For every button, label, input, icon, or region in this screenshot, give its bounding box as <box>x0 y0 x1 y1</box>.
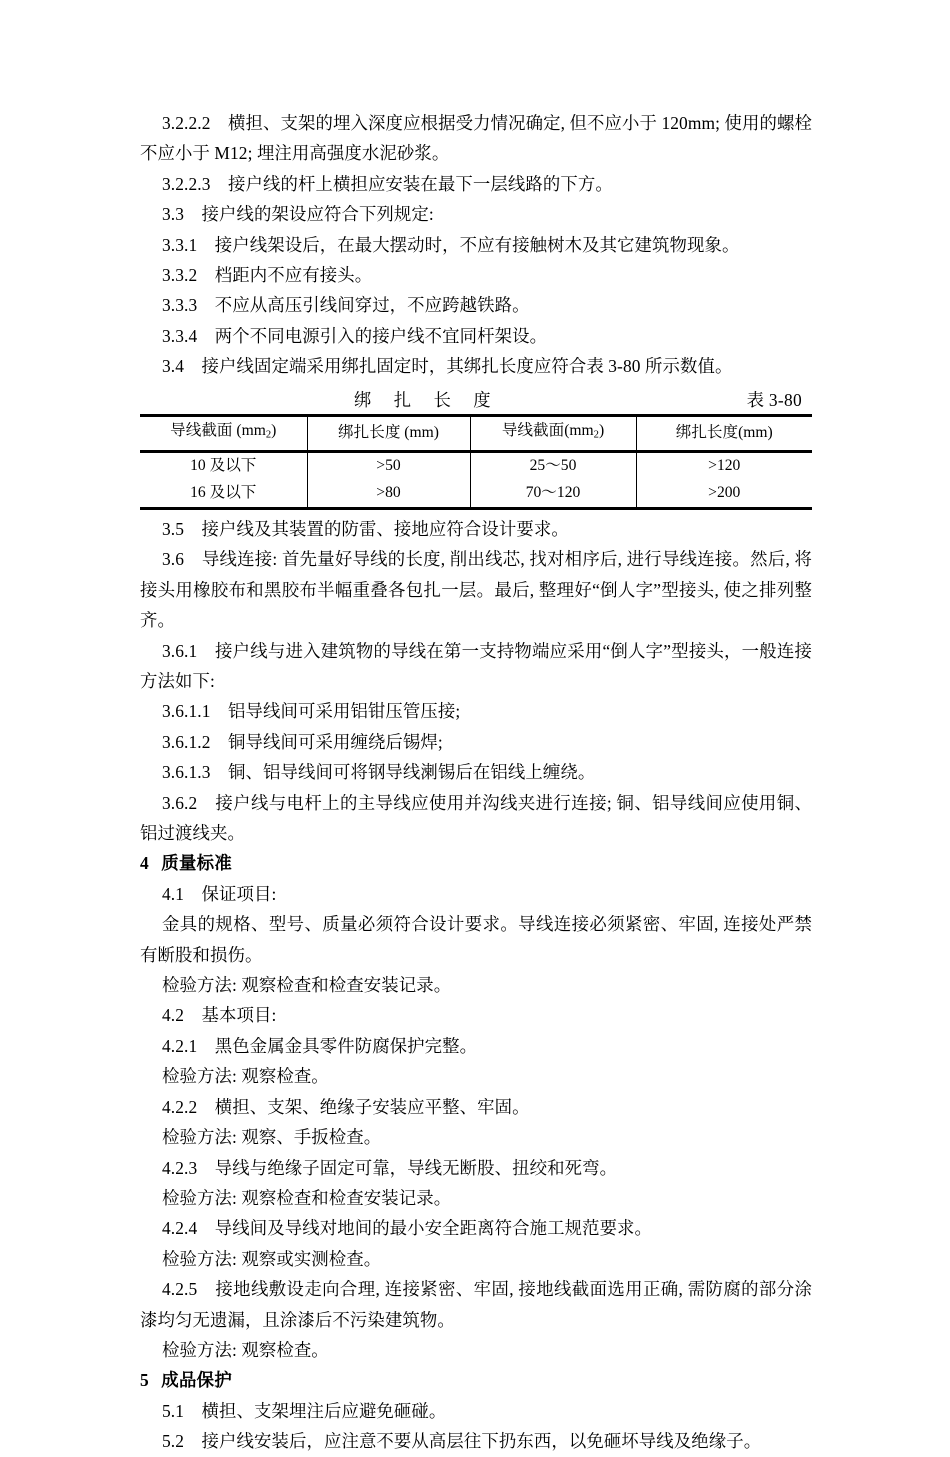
paragraph-5-1: 5.1 横担、支架埋注后应避免砸碰。 <box>162 1400 447 1421</box>
table-cell: 16 及以下 <box>140 480 307 509</box>
paragraph-3-6: 3.6 导线连接: 首先量好导线的长度, 削出线芯, 找对相序后, 进行导线连接。然后, 将接头用橡胶布和黑胶布半幅重叠各包扎一层。最后, 整理好“倒人字”型接头, 使之排列整齐。 <box>140 549 812 631</box>
paragraph-4-2-3: 4.2.3 导线与绝缘子固定可靠，导线无断股、扭绞和死弯。 <box>162 1157 618 1178</box>
paragraph-3-2-2-3: 3.2.2.3 接户线的杆上横担应安装在最下一层线路的下方。 <box>162 173 613 194</box>
paragraph-4-2-3-method: 检验方法: 观察检查和检查安装记录。 <box>162 1187 452 1208</box>
section-title-4: 质量标准 <box>161 853 233 874</box>
paragraph-4-1-method: 检验方法: 观察检查和检查安装记录。 <box>162 975 452 996</box>
table-header-cell-4: 绑扎长度(mm) <box>636 415 812 451</box>
paragraph-3-4: 3.4 接户线固定端采用绑扎固定时，其绑扎长度应符合表 3-80 所示数值。 <box>162 356 733 377</box>
table-cell: >120 <box>708 456 741 474</box>
document-body <box>140 108 812 1457</box>
table-cell: 25～50 <box>470 451 636 480</box>
table-header-cell-1: 导线截面 $(mm_2)$ <box>140 415 307 451</box>
paragraph-4-2-1: 4.2.1 黑色金属金具零件防腐保护完整。 <box>162 1035 478 1056</box>
paragraph-4-2: 4.2 基本项目: <box>162 1005 277 1026</box>
paragraph-3-3-4: 3.3.4 两个不同电源引入的接户线不宜同杆架设。 <box>162 325 548 346</box>
paragraph-3-6-2: 3.6.2 接户线与电杆上的主导线应使用并沟线夹进行连接; 铜、铝导线间应使用铜、铝过渡线夹。 <box>140 792 812 844</box>
paragraph-3-6-1: 3.6.1 接户线与进入建筑物的导线在第一支持物端应采用“倒人字”型接头，一般连接方法如下: <box>140 640 812 692</box>
paragraph-3-3: 3.3 接户线的架设应符合下列规定: <box>162 204 434 225</box>
table-cell: 70～120 <box>470 480 636 509</box>
paragraph-3-3-3: 3.3.3 不应从高压引线间穿过，不应跨越铁路。 <box>162 295 530 316</box>
table-cell: >80 <box>307 480 470 509</box>
section-number-5: 5 <box>140 1370 150 1391</box>
paragraph-4-2-4-method: 检验方法: 观察或实测检查。 <box>162 1248 382 1269</box>
paragraph-3-6-1-1: 3.6.1.1 铝导线间可采用铝钳压管压接; <box>162 701 461 722</box>
table-cell: 10 及以下 <box>140 451 307 480</box>
table-cell: >50 <box>307 451 470 480</box>
section-number-4: 4 <box>140 853 150 874</box>
section-heading-4 <box>140 848 812 878</box>
paragraph-5-2: 5.2 接户线安装后，应注意不要从高层往下扔东西，以免砸坏导线及绝缘子。 <box>162 1431 762 1452</box>
table-caption <box>140 388 812 414</box>
paragraph-3-2-2-2: 3.2.2.2 横担、支架的埋入深度应根据受力情况确定, 但不应小于 120mm; 使用的螺栓不应小于 M12; 埋注用高强度水泥砂浆。 <box>140 113 812 164</box>
paragraph-4-2-4: 4.2.4 导线间及导线对地间的最小安全距离符合施工规范要求。 <box>162 1218 653 1239</box>
paragraph-4-2-2: 4.2.2 横担、支架、绝缘子安装应平整、牢固。 <box>162 1096 530 1117</box>
table-header-cell-2: 绑扎长度 (mm) <box>307 415 470 451</box>
table-number: 表 3-80 <box>746 389 802 410</box>
paragraph-3-3-1: 3.3.1 接户线架设后，在最大摆动时，不应有接触树木及其它建筑物现象。 <box>162 234 740 255</box>
paragraph-3-3-2: 3.3.2 档距内不应有接头。 <box>162 265 373 286</box>
section-heading-5 <box>140 1365 812 1395</box>
paragraph-3-6-1-3: 3.6.1.3 铜、铝导线间可将钢导线溂锡后在铝线上缠绕。 <box>162 762 596 783</box>
paragraph-3-5: 3.5 接户线及其装置的防雷、接地应符合设计要求。 <box>162 518 569 539</box>
paragraph-4-2-2-method: 检验方法: 观察、手扳检查。 <box>162 1127 382 1148</box>
section-title-5: 成品保护 <box>161 1370 233 1391</box>
paragraph-4-1: 4.1 保证项目: <box>162 883 277 904</box>
paragraph-4-2-5-method: 检验方法: 观察检查。 <box>162 1339 329 1360</box>
table-cell: >200 <box>636 480 812 509</box>
paragraph-4-2-1-method: 检验方法: 观察检查。 <box>162 1066 329 1087</box>
paragraph-4-2-5: 4.2.5 接地线敷设走向合理, 连接紧密、牢固, 接地线截面选用正确, 需防腐的部分涂漆均匀无遗漏，且涂漆后不污染建筑物。 <box>140 1279 812 1330</box>
binding-length-table-block <box>140 388 812 510</box>
table-row <box>140 480 812 509</box>
table-title: 绑 扎 长 度 <box>354 389 500 410</box>
binding-length-table <box>140 414 812 510</box>
table-header-cell-3: 导线截面$(mm_2)$ <box>470 415 636 451</box>
paragraph-4-1-body: 金具的规格、型号、质量必须符合设计要求。导线连接必须紧密、牢固, 连接处严禁有断股和损伤。 <box>140 914 812 965</box>
table-header-row <box>140 415 812 451</box>
table-row <box>140 451 812 480</box>
paragraph-3-6-1-2: 3.6.1.2 铜导线间可采用缠绕后锡焊; <box>162 731 443 752</box>
